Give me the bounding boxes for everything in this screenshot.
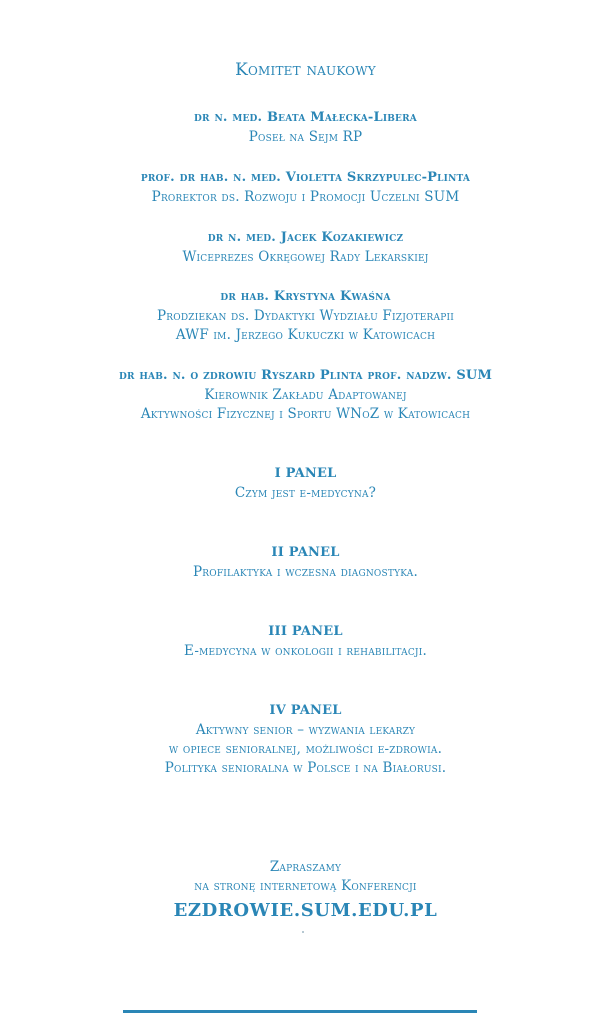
committee-member [0, 287, 611, 345]
member-role: Wiceprezes Okręgowej Rady Lekarskiej [182, 249, 429, 265]
invite-line: na stronę internetową Konferencji [194, 878, 417, 894]
panel-topic: Aktywny senior – wyzwania lekarzy [195, 722, 416, 738]
member-name: dr n. med. Jacek Kozakiewicz [207, 230, 404, 245]
member-role: AWF im. Jerzego Kukuczki w Katowicach [175, 327, 436, 343]
panel-section [0, 543, 611, 582]
panel-section [0, 701, 611, 778]
member-name: dr hab. Krystyna Kwaśna [220, 289, 391, 304]
member-role: Kierownik Zakładu Adaptowanej [204, 387, 407, 403]
panel-topic: E-medycyna w onkologii i rehabilitacji. [184, 643, 427, 659]
panel-section [0, 622, 611, 661]
panel-section [0, 464, 611, 503]
member-name: dr n. med. Beata Małecka-Libera [194, 110, 417, 125]
panel-topic: Czym jest e-medycyna? [234, 485, 377, 501]
member-role: Aktywności Fizycznej i Sportu WNoZ w Katowicach [140, 406, 471, 422]
decorative-dot [302, 931, 304, 933]
invitation [0, 858, 611, 924]
committee-heading: Komitet naukowy [235, 60, 376, 80]
panel-title: IV PANEL [269, 703, 342, 718]
committee-member [0, 366, 611, 424]
committee-member [0, 228, 611, 267]
panel-title: III PANEL [268, 624, 343, 639]
panel-topic: Profilaktyka i wczesna diagnostyka. [193, 564, 418, 580]
member-role: Poseł na Sejm RP [248, 129, 363, 145]
panel-title: II PANEL [271, 545, 340, 560]
member-name: prof. dr hab. n. med. Violetta Skrzypulec-Plinta [140, 170, 471, 185]
panel-topic: Polityka senioralna w Polsce i na Białorusi. [164, 760, 447, 776]
member-role: Prodziekan ds. Dydaktyki Wydziału Fizjoterapii [157, 308, 454, 324]
invite-line: Zapraszamy [269, 859, 342, 875]
conference-url-link[interactable]: EZDROWIE.SUM.EDU.PL [173, 900, 438, 921]
panel-topic: w opiece senioralnej, możliwości e-zdrowia. [168, 741, 443, 757]
member-name: dr hab. n. o zdrowiu Ryszard Plinta prof. nadzw. SUM [118, 368, 493, 383]
bottom-divider [123, 1010, 477, 1013]
committee-member [0, 168, 611, 207]
panel-title: I PANEL [274, 466, 337, 481]
committee-member [0, 108, 611, 147]
member-role: Prorektor ds. Rozwoju i Promocji Uczelni SUM [151, 189, 460, 205]
